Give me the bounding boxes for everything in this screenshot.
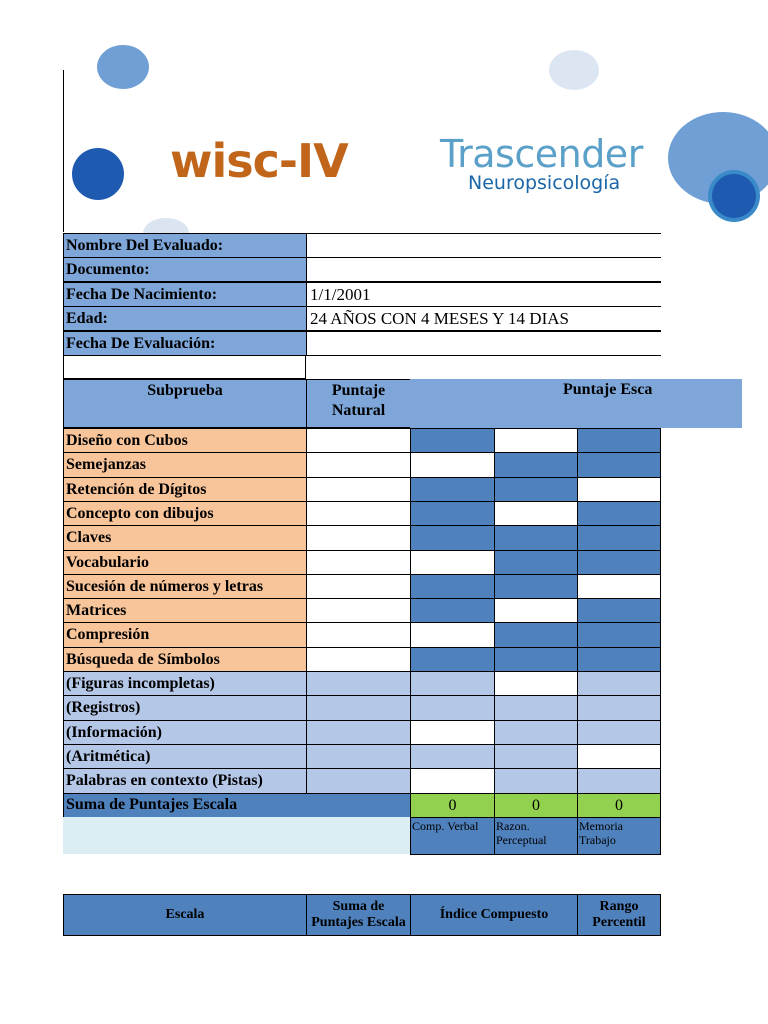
neuropsicologia-logo-subtitle: Neuropsicología xyxy=(468,172,621,194)
scale-score-cell[interactable] xyxy=(494,501,578,526)
scale-score-cell xyxy=(494,550,578,575)
subtest-label: (Información) xyxy=(63,720,307,745)
natural-score-cell[interactable] xyxy=(306,525,411,551)
scale-score-cell[interactable] xyxy=(410,768,495,794)
scale-score-cell xyxy=(410,525,495,551)
scale-score-cell xyxy=(577,598,661,623)
scale-score-cell xyxy=(577,428,661,453)
scale-score-cell[interactable] xyxy=(410,622,495,648)
subtest-label: Compresión xyxy=(63,622,307,648)
scale-score-cell[interactable] xyxy=(410,720,495,745)
subtest-label: (Registros) xyxy=(63,695,307,721)
natural-score-cell[interactable] xyxy=(306,477,411,502)
scale-score-cell[interactable] xyxy=(410,550,495,575)
natural-score-cell[interactable] xyxy=(306,647,411,672)
scale-score-cell[interactable] xyxy=(410,452,495,478)
wisc-logo: wisc-IV xyxy=(170,134,348,188)
natural-score-cell[interactable] xyxy=(306,428,411,453)
scale-score-cell xyxy=(577,720,661,745)
scale-score-cell xyxy=(494,622,578,648)
trascender-logo: Trascender xyxy=(440,132,643,176)
scale-score-cell xyxy=(494,720,578,745)
scale-score-cell xyxy=(410,428,495,453)
scale-score-cell xyxy=(410,695,495,721)
decor-circle-top-right xyxy=(549,50,599,90)
natural-score-cell xyxy=(306,671,411,696)
col-rango-line2: Percentil xyxy=(592,915,646,930)
scale-score-cell xyxy=(494,695,578,721)
natural-score-cell xyxy=(306,744,411,769)
natural-score-cell xyxy=(306,768,411,794)
scale-score-cell xyxy=(410,574,495,599)
scale-score-cell xyxy=(494,768,578,794)
scale-score-cell xyxy=(577,695,661,721)
subtest-label: Vocabulario xyxy=(63,550,307,575)
scale-score-cell xyxy=(410,744,495,769)
subtest-label: Palabras en contexto (Pistas) xyxy=(63,768,307,794)
info-value[interactable] xyxy=(306,331,661,356)
decor-circle-top-left xyxy=(97,45,149,89)
sum-value-cell: 0 xyxy=(410,793,495,818)
col-suma-header xyxy=(306,894,411,936)
col-natural-line1: Puntaje xyxy=(331,382,386,399)
col-natural-header xyxy=(306,379,411,428)
natural-score-cell[interactable] xyxy=(306,501,411,526)
scale-score-cell xyxy=(494,525,578,551)
col-rango-line1: Rango xyxy=(599,899,639,914)
margin-line xyxy=(63,70,64,232)
index-label-cell xyxy=(577,817,661,855)
col-suma-line1: Suma de xyxy=(332,899,385,914)
info-label: Fecha De Nacimiento: xyxy=(63,282,306,307)
index-label-line2: Trabajo xyxy=(579,833,616,847)
scale-score-cell xyxy=(410,647,495,672)
scale-score-cell xyxy=(410,598,495,623)
natural-score-cell xyxy=(306,695,411,721)
scale-score-cell xyxy=(577,550,661,575)
sum-value-cell: 0 xyxy=(494,793,578,818)
subtest-label: Búsqueda de Símbolos xyxy=(63,647,307,672)
scale-score-cell xyxy=(577,452,661,478)
decor-circle-left-dark xyxy=(72,148,124,200)
sum-value-cell: 0 xyxy=(577,793,661,818)
scale-score-cell xyxy=(494,647,578,672)
info-blank-left xyxy=(63,355,306,379)
index-label-line1: Memoria xyxy=(579,819,623,833)
scale-score-cell[interactable] xyxy=(494,671,578,696)
index-label-line1: Comp. Verbal xyxy=(412,819,479,833)
col-subprueba-header: Subprueba xyxy=(63,379,307,428)
index-blank xyxy=(63,817,411,854)
col-indice-header: Índice Compuesto xyxy=(410,894,578,936)
subtest-label: Claves xyxy=(63,525,307,551)
subtest-label: Concepto con dibujos xyxy=(63,501,307,526)
info-value[interactable] xyxy=(306,257,661,282)
index-label-line2: Perceptual xyxy=(496,833,547,847)
subtest-label: (Aritmética) xyxy=(63,744,307,769)
scale-score-cell[interactable] xyxy=(577,574,661,599)
scale-score-cell xyxy=(410,477,495,502)
scale-score-cell xyxy=(494,452,578,478)
scale-score-cell[interactable] xyxy=(494,598,578,623)
natural-score-cell[interactable] xyxy=(306,574,411,599)
decor-circle-right-small xyxy=(712,174,756,218)
scale-score-cell xyxy=(410,501,495,526)
subtest-label: Diseño con Cubos xyxy=(63,428,307,453)
index-label-cell xyxy=(410,817,495,855)
subtest-label: Semejanzas xyxy=(63,452,307,478)
scale-score-cell xyxy=(577,501,661,526)
info-label: Documento: xyxy=(63,257,306,282)
subtest-label: Retención de Dígitos xyxy=(63,477,307,502)
scale-score-cell xyxy=(494,744,578,769)
subtest-label: (Figuras incompletas) xyxy=(63,671,307,696)
col-rango-header xyxy=(577,894,661,936)
info-label: Edad: xyxy=(63,306,306,331)
col-escala-header: Escala xyxy=(63,894,307,936)
info-value[interactable]: 24 AÑOS CON 4 MESES Y 14 DIAS xyxy=(306,306,661,331)
scale-score-cell xyxy=(577,622,661,648)
index-label-line1: Razon. xyxy=(496,819,530,833)
natural-score-cell xyxy=(306,720,411,745)
scale-score-cell xyxy=(494,574,578,599)
natural-score-cell[interactable] xyxy=(306,452,411,478)
info-blank-right xyxy=(306,355,661,379)
col-suma-line2: Puntajes Escala xyxy=(311,915,406,930)
info-value[interactable]: 1/1/2001 xyxy=(306,282,661,307)
scale-score-cell[interactable] xyxy=(577,744,661,769)
natural-score-cell[interactable] xyxy=(306,622,411,648)
natural-score-cell[interactable] xyxy=(306,598,411,623)
scale-score-cell xyxy=(410,671,495,696)
subtest-label: Matrices xyxy=(63,598,307,623)
info-label: Nombre Del Evaluado: xyxy=(63,233,306,258)
sum-label: Suma de Puntajes Escala xyxy=(63,793,411,818)
scale-score-cell[interactable] xyxy=(577,477,661,502)
scale-score-cell xyxy=(577,647,661,672)
scale-score-cell xyxy=(577,768,661,794)
col-escala-header: Puntaje Esca xyxy=(410,379,742,428)
subtest-label: Sucesión de números y letras xyxy=(63,574,307,599)
info-label: Fecha De Evaluación: xyxy=(63,331,306,356)
scale-score-cell xyxy=(577,525,661,551)
scale-score-cell xyxy=(577,671,661,696)
index-label-cell xyxy=(494,817,578,855)
col-natural-line2: Natural xyxy=(331,402,386,419)
scale-score-cell xyxy=(494,477,578,502)
natural-score-cell[interactable] xyxy=(306,550,411,575)
info-value[interactable] xyxy=(306,233,661,258)
scale-score-cell[interactable] xyxy=(494,428,578,453)
